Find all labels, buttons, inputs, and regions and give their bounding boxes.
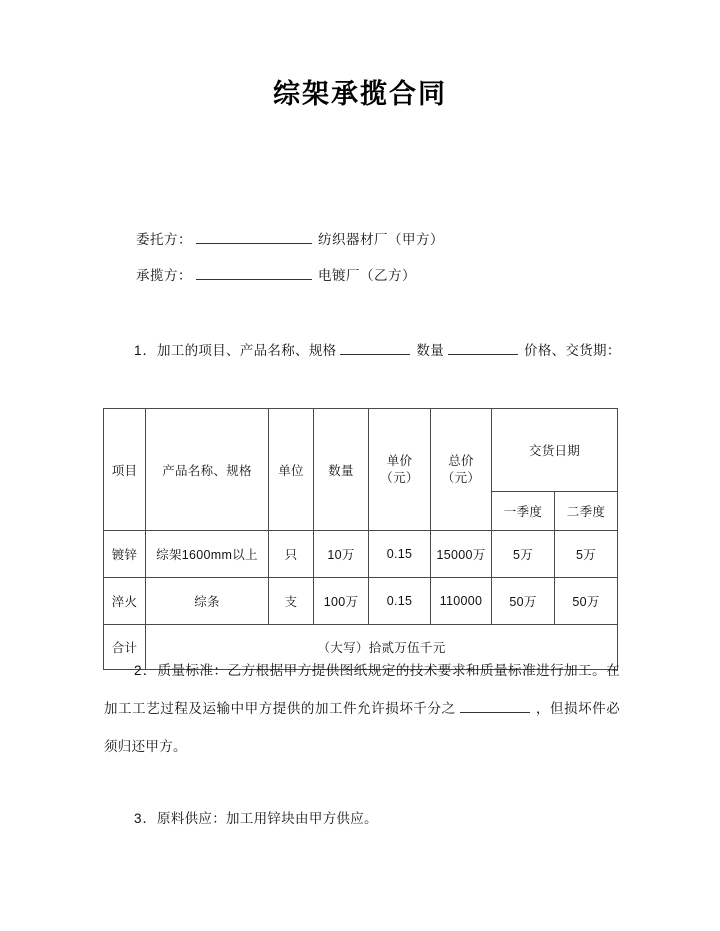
header-total-price <box>431 409 492 531</box>
clause-one-blank-spec[interactable] <box>340 340 410 355</box>
table-row <box>104 531 618 578</box>
clause-one-number: 1． <box>134 343 158 358</box>
header-name-spec: 产品名称、规格 <box>146 409 269 531</box>
header-total-price-line1: 总价 <box>448 453 474 468</box>
table-row <box>104 578 618 625</box>
header-quarter-1: 一季度 <box>492 492 555 531</box>
party-line-client <box>136 222 636 258</box>
cell-name-spec: 综条 <box>146 578 269 625</box>
cell-unit-price: 0.15 <box>369 531 431 578</box>
page-title: 综架承揽合同 <box>273 79 447 109</box>
cell-quarter-2: 50万 <box>555 578 618 625</box>
clause-one <box>104 332 624 370</box>
clause-one-text-a: 加工的项目、产品名称、规格 <box>157 343 337 358</box>
party-blank-client[interactable] <box>196 229 312 244</box>
cell-quantity: 100万 <box>314 578 369 625</box>
cell-item: 镀锌 <box>104 531 146 578</box>
header-quarter-2: 二季度 <box>555 492 618 531</box>
clause-two-blank-damage-rate[interactable] <box>460 698 530 713</box>
header-unit-price <box>369 409 431 531</box>
cell-unit: 支 <box>269 578 314 625</box>
cell-item: 淬火 <box>104 578 146 625</box>
header-total-price-line2: （元） <box>441 470 481 485</box>
cell-total-price: 110000 <box>431 578 492 625</box>
cell-quarter-2: 5万 <box>555 531 618 578</box>
party-blank-contractor[interactable] <box>196 265 312 280</box>
clause-three-number: 3． <box>134 811 158 826</box>
party-suffix-client: 纺织器材厂（甲方） <box>318 232 444 247</box>
cell-unit: 只 <box>269 531 314 578</box>
clause-one-text-b: 数量 <box>416 343 445 358</box>
header-unit-price-line1: 单价 <box>386 453 413 468</box>
header-quantity: 数量 <box>314 409 369 531</box>
specification-table <box>103 408 618 670</box>
cell-quantity: 10万 <box>314 531 369 578</box>
header-item: 项目 <box>104 409 146 531</box>
party-line-contractor <box>136 258 636 294</box>
clause-two-text-a: 质量标准：乙方根据甲方提供图纸规定的技术要求和质量标准进行加工。在加工工艺过程及运输中甲方提供的加工件允许损坏千分之 <box>104 663 620 716</box>
clause-three <box>104 800 624 838</box>
party-label-client: 委托方： <box>136 232 192 247</box>
cell-quarter-1: 50万 <box>492 578 555 625</box>
header-unit: 单位 <box>269 409 314 531</box>
clause-two-text-b: ，但损坏件必须归还甲方。 <box>104 701 620 754</box>
cell-total-value: （大写）拾贰万伍千元 <box>146 625 618 670</box>
table-header-row <box>104 409 618 492</box>
specification-table-wrapper <box>103 408 617 670</box>
header-unit-price-line2: （元） <box>380 470 419 485</box>
clause-two-number: 2． <box>134 663 158 678</box>
cell-name-spec: 综架1600mm以上 <box>146 531 269 578</box>
clause-three-text: 原料供应：加工用锌块由甲方供应。 <box>157 811 378 826</box>
cell-unit-price: 0.15 <box>369 578 431 625</box>
party-block <box>136 222 636 294</box>
clause-two <box>104 652 620 766</box>
clause-one-text-c: 价格、交货期： <box>524 343 621 358</box>
header-delivery-date: 交货日期 <box>492 409 618 492</box>
party-label-contractor: 承揽方： <box>136 268 192 283</box>
party-suffix-contractor: 电镀厂（乙方） <box>318 268 416 283</box>
clause-one-blank-quantity[interactable] <box>448 340 518 355</box>
cell-quarter-1: 5万 <box>492 531 555 578</box>
cell-total-price: 15000万 <box>431 531 492 578</box>
cell-total-label: 合计 <box>104 625 146 670</box>
